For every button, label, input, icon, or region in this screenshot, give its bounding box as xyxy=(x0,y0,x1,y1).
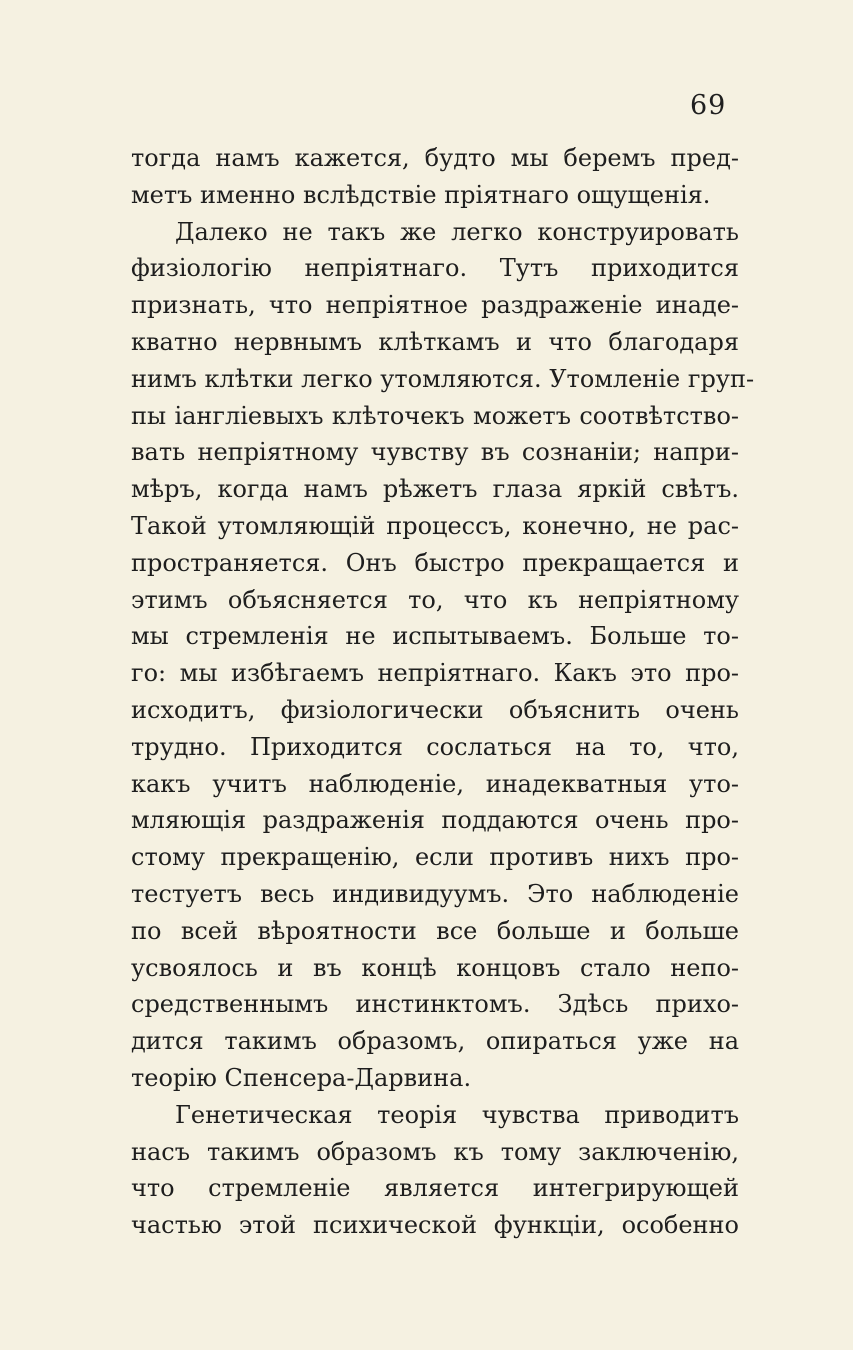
text-line: Такой утомляющій процессъ, конечно, не рас- xyxy=(131,511,739,540)
text-line: мѣръ, когда намъ рѣжетъ глаза яркій свѣтъ. xyxy=(131,475,739,504)
text-line: нимъ клѣтки легко утомляются. Утомленіе груп- xyxy=(131,364,755,393)
body-text xyxy=(131,140,755,1244)
text-line: теорію Спенсера-Дарвина. xyxy=(131,1063,472,1092)
text-line: исходитъ, физіологически объяснить очень xyxy=(131,695,739,724)
text-line: мляющія раздраженія поддаются очень про- xyxy=(131,806,739,835)
text-line: какъ учитъ наблюденіе, инадекватныя уто- xyxy=(131,769,739,798)
text-line: что стремленіе является интегрирующей xyxy=(131,1174,739,1203)
text-line: кватно нервнымъ клѣткамъ и что благодаря xyxy=(131,327,739,356)
text-line: насъ такимъ образомъ къ тому заключенію, xyxy=(131,1137,739,1166)
text-line: по всей вѣроятности все больше и больше xyxy=(131,916,739,945)
text-line: физіологію непріятнаго. Тутъ приходится xyxy=(131,254,739,283)
text-line: Генетическая теорія чувства приводитъ xyxy=(175,1100,739,1129)
text-line: трудно. Приходится сослаться на то, что, xyxy=(131,732,739,761)
text-line: признать, что непріятное раздраженіе инаде- xyxy=(131,291,739,320)
text-line: го: мы избѣгаемъ непріятнаго. Какъ это про- xyxy=(131,659,739,688)
text-line: пы іангліевыхъ клѣточекъ можетъ соотвѣтство- xyxy=(131,401,739,430)
text-line: этимъ объясняется то, что къ непріятному xyxy=(131,585,739,614)
text-line: Далеко не такъ же легко конструировать xyxy=(175,217,739,246)
text-line: усвоялось и въ концѣ концовъ стало непо- xyxy=(131,953,739,982)
text-line: тестуетъ весь индивидуумъ. Это наблюденіе xyxy=(131,879,739,908)
text-line: частью этой психической функціи, особенно xyxy=(131,1211,739,1240)
text-line: дится такимъ образомъ, опираться уже на xyxy=(131,1027,739,1056)
page-number: 69 xyxy=(690,90,727,121)
text-line: стому прекращенію, если противъ нихъ про- xyxy=(131,843,739,872)
text-line: тогда намъ кажется, будто мы беремъ пред- xyxy=(131,144,739,172)
text-line: вать непріятному чувству въ сознаніи; напри- xyxy=(131,438,739,467)
text-line: мы стремленія не испытываемъ. Больше то- xyxy=(131,622,739,651)
text-line: пространяется. Онъ быстро прекращается и xyxy=(131,548,739,577)
text-line: средственнымъ инстинктомъ. Здѣсь прихо- xyxy=(131,990,739,1019)
text-line: метъ именно вслѣдствіе пріятнаго ощущенія. xyxy=(131,180,711,209)
